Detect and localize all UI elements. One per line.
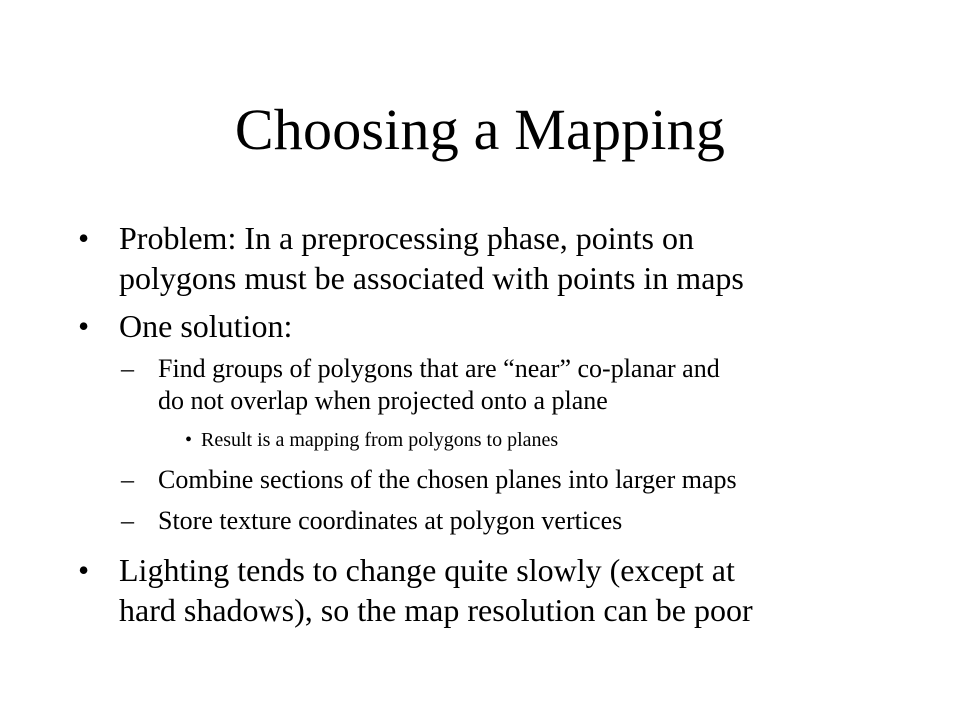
- sub-bullet-text: [158, 353, 888, 417]
- dash-marker: –: [121, 506, 134, 535]
- bullet-marker: •: [78, 220, 90, 256]
- bullet-text: [119, 550, 909, 630]
- bullet-marker: •: [78, 552, 90, 588]
- slide-title: Choosing a Mapping: [234, 97, 726, 162]
- sub-sub-bullet-line: Result is a mapping from polygons to planes: [201, 429, 559, 451]
- sub-bullet-line: do not overlap when projected onto a plane: [158, 386, 608, 415]
- bullet-line: hard shadows), so the map resolution can be poor: [119, 592, 753, 628]
- sub-bullet-text: [158, 505, 888, 537]
- bullet-marker: •: [185, 429, 193, 451]
- bullet-line: One solution:: [119, 308, 293, 344]
- bullet-line: Problem: In a preprocessing phase, points on: [119, 220, 694, 256]
- bullet-marker: •: [78, 308, 90, 344]
- sub-sub-bullet-text: [201, 428, 881, 452]
- sub-bullet-text: [158, 464, 888, 496]
- sub-bullet-line: Store texture coordinates at polygon vertices: [158, 506, 623, 535]
- dash-marker: –: [121, 465, 134, 494]
- bullet-text: [119, 306, 909, 346]
- dash-marker: –: [121, 354, 134, 383]
- bullet-line: polygons must be associated with points in maps: [119, 260, 744, 296]
- bullet-line: Lighting tends to change quite slowly (except at: [119, 552, 735, 588]
- sub-bullet-line: Combine sections of the chosen planes into larger maps: [158, 465, 737, 494]
- sub-bullet-line: Find groups of polygons that are “near” co-planar and: [158, 354, 720, 383]
- bullet-text: [119, 218, 909, 298]
